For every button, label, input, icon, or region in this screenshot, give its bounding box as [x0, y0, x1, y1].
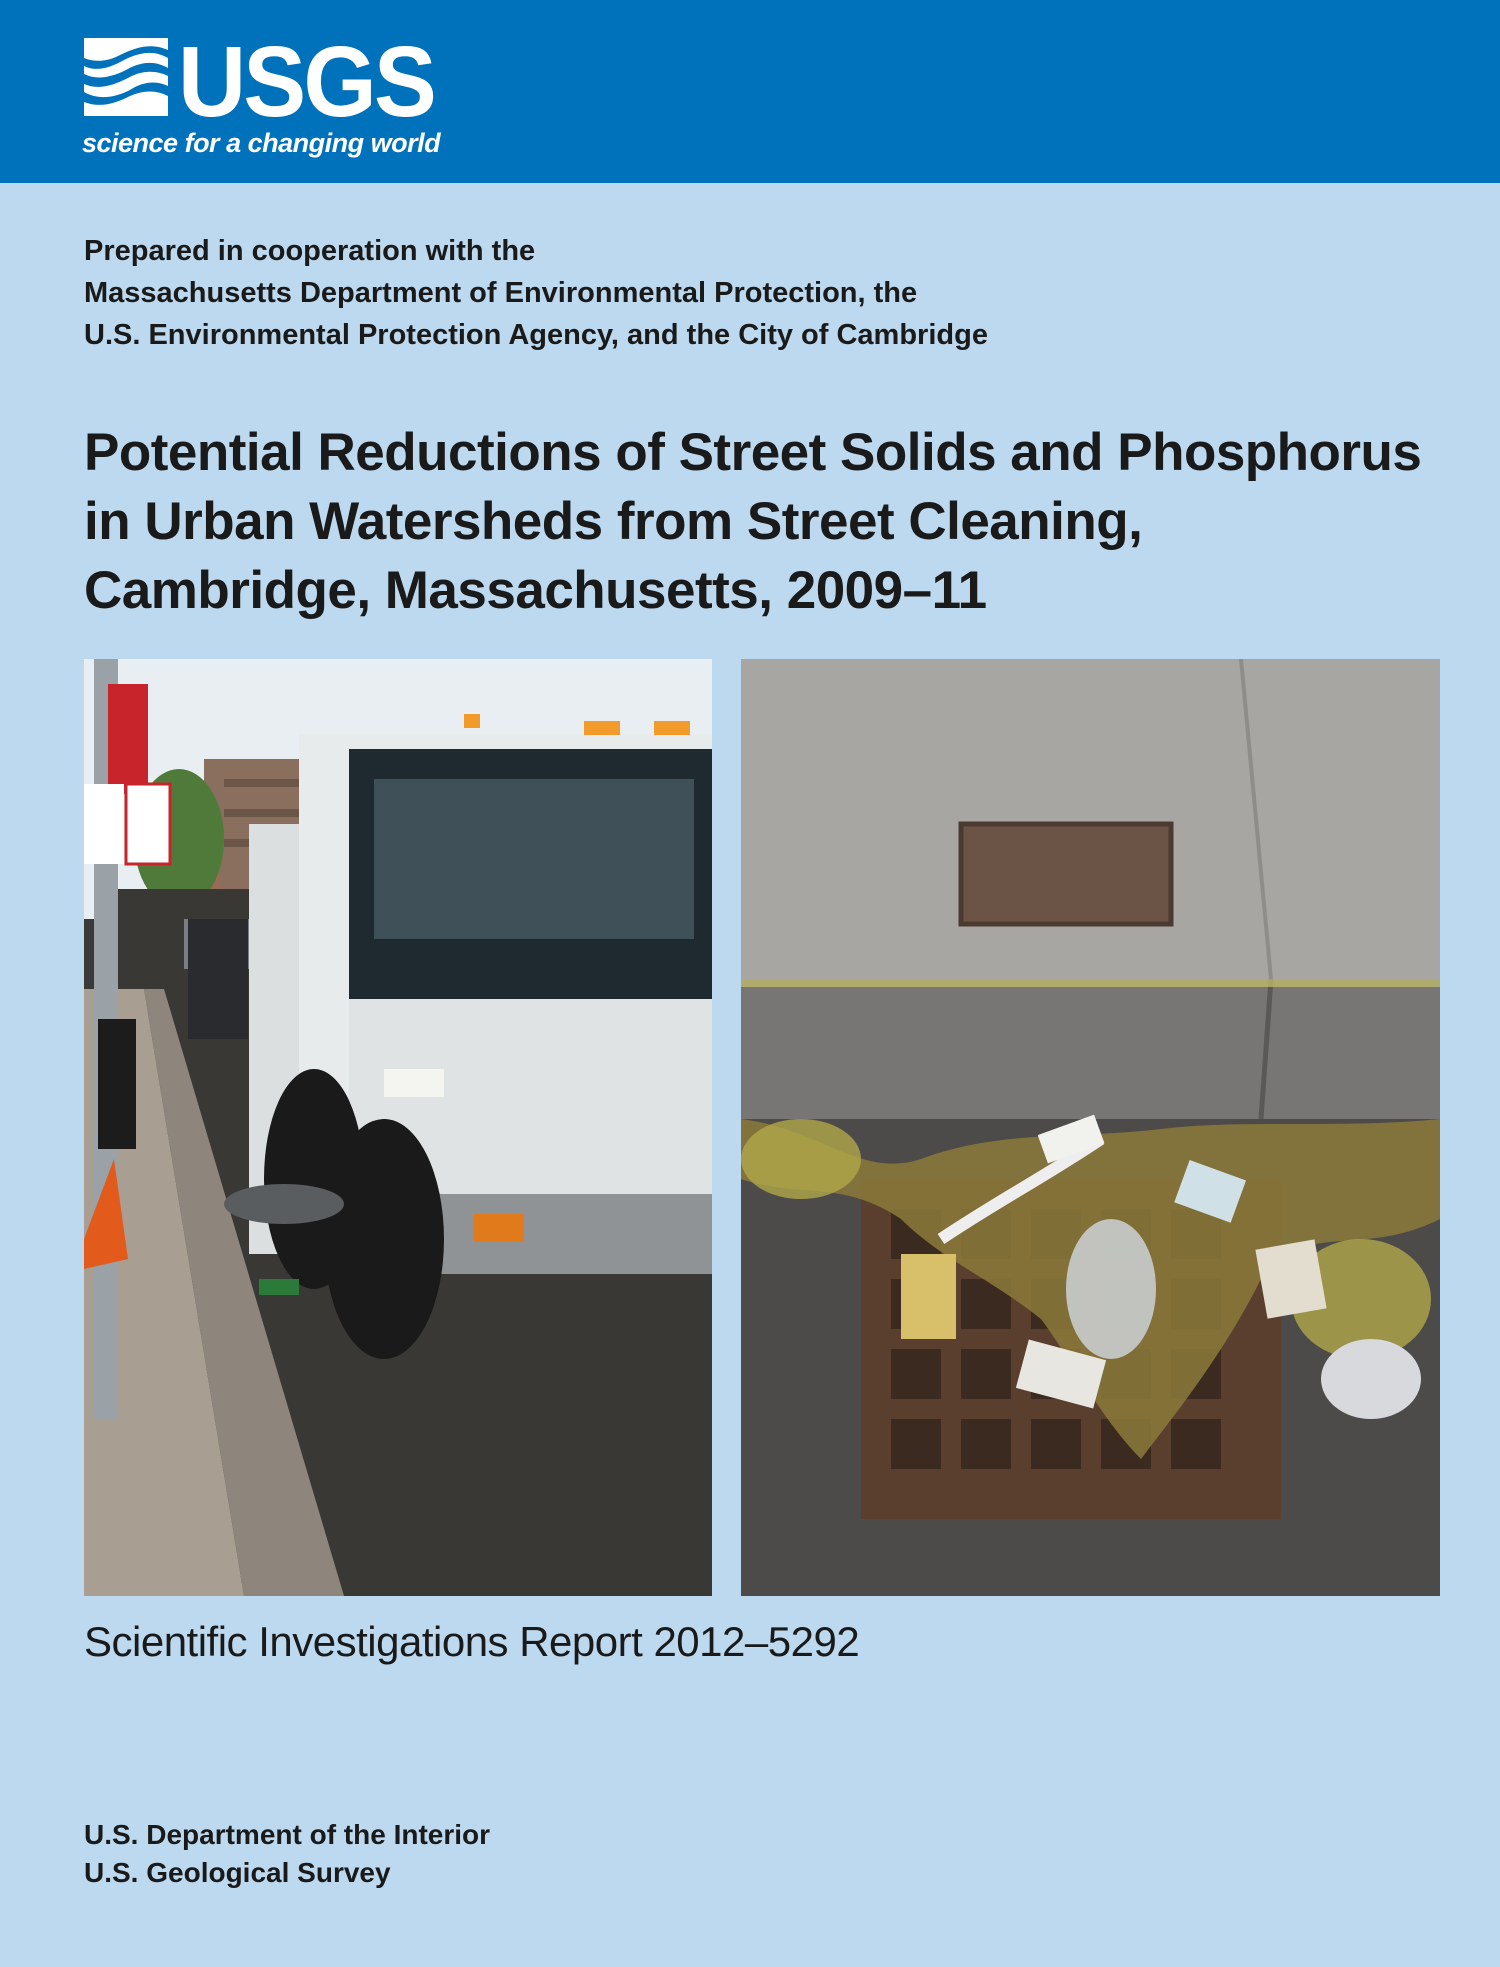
publisher-block	[84, 1816, 490, 1892]
cooperation-line: Massachusetts Department of Environmental Protection, the	[84, 277, 918, 309]
title-line: in Urban Watersheds from Street Cleaning,	[84, 492, 1143, 551]
report-number: Scientific Investigations Report 2012–5292	[84, 1618, 860, 1665]
report-title	[84, 418, 1484, 625]
header-banner	[0, 0, 1500, 183]
usgs-wave-logo-icon	[82, 32, 442, 128]
title-line: Potential Reductions of Street Solids and Phosphorus	[84, 423, 1422, 482]
cooperation-line: U.S. Environmental Protection Agency, and the City of Cambridge	[84, 319, 988, 351]
department-name: U.S. Department of the Interior	[84, 1819, 491, 1850]
storm-drain-photo	[741, 659, 1440, 1596]
logo-tagline: science for a changing world	[82, 128, 441, 158]
cooperation-statement	[84, 230, 1384, 356]
cooperation-line: Prepared in cooperation with the	[84, 235, 536, 267]
usgs-logo[interactable]	[82, 32, 442, 158]
title-line: Cambridge, Massachusetts, 2009–11	[84, 561, 987, 620]
logo-text: USGS	[178, 32, 434, 128]
agency-name: U.S. Geological Survey	[84, 1857, 391, 1888]
street-sweeper-photo	[84, 659, 712, 1596]
